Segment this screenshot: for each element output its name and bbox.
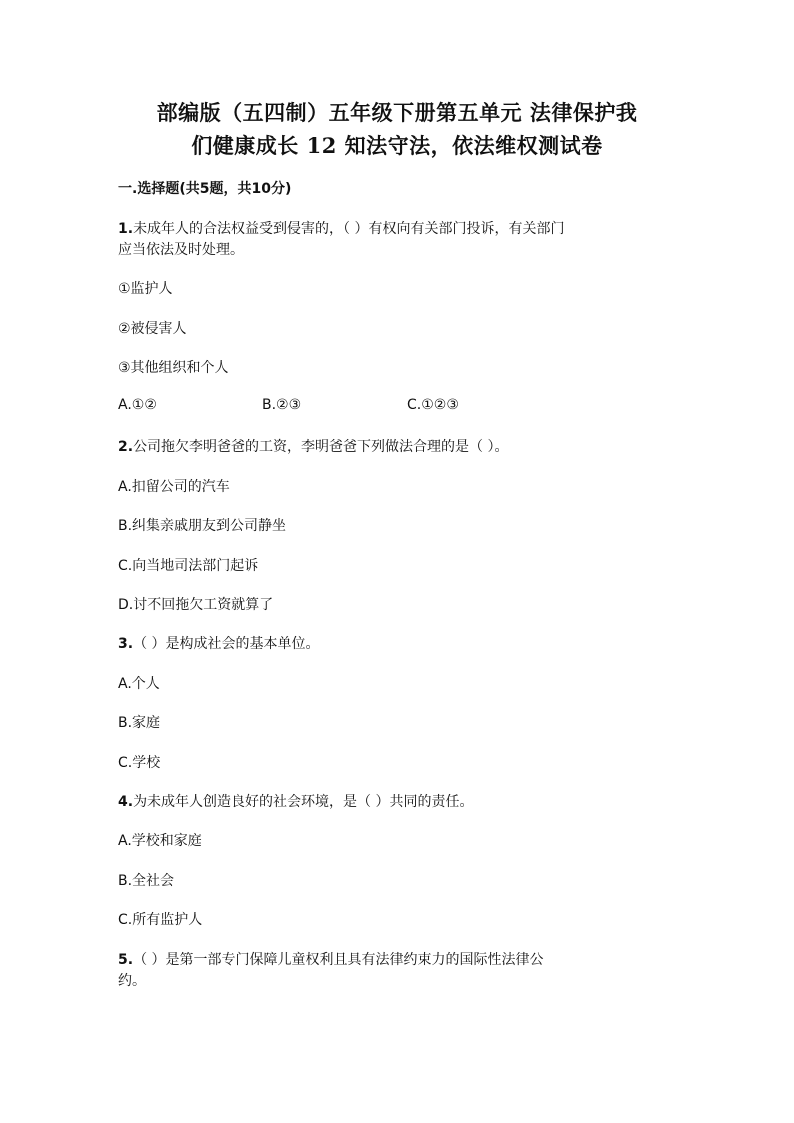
- q1-item-1: ①监护人: [118, 281, 173, 297]
- q1-item-3: ③其他组织和个人: [118, 360, 229, 376]
- question-number: 2.: [118, 439, 134, 455]
- question-text: 为未成年人创造良好的社会环境，是（ ）共同的责任。: [133, 794, 474, 810]
- q2-option-b: B.纠集亲戚朋友到公司静坐: [118, 518, 287, 534]
- q2-option-a: A.扣留公司的汽车: [118, 479, 230, 495]
- q1-option-b: B.②③: [262, 397, 302, 413]
- title-line-1: 部编版（五四制）五年级下册第五单元 法律保护我: [156, 100, 638, 125]
- question-text: （ ）是构成社会的基本单位。: [133, 636, 320, 652]
- section-heading: 一.选择题(共5题，共10分): [118, 181, 292, 197]
- question-text: 未成年人的合法权益受到侵害的，（ ）有权向有关部门投诉，有关部门: [133, 221, 565, 237]
- question-text: （ ）是第一部专门保障儿童权利且具有法律约束力的国际性法律公: [133, 952, 544, 968]
- question-number: 1.: [118, 221, 134, 237]
- q4-option-a: A.学校和家庭: [118, 833, 202, 849]
- q1-option-c: C.①②③: [407, 397, 459, 413]
- question-1: [118, 218, 565, 238]
- question-5-continued: 约。: [118, 973, 146, 989]
- question-3: [118, 633, 320, 653]
- q3-option-a: A.个人: [118, 676, 160, 692]
- q3-option-c: C.学校: [118, 755, 161, 771]
- q2-option-c: C.向当地司法部门起诉: [118, 558, 259, 574]
- question-4: [118, 791, 474, 811]
- question-2: [118, 436, 509, 456]
- question-1-continued: 应当依法及时处理。: [118, 242, 244, 258]
- question-5: [118, 949, 544, 969]
- q3-option-b: B.家庭: [118, 715, 161, 731]
- question-number: 4.: [118, 794, 134, 810]
- question-text: 公司拖欠李明爸爸的工资，李明爸爸下列做法合理的是（ ）。: [133, 439, 509, 455]
- question-number: 3.: [118, 636, 134, 652]
- q1-option-a: A.①②: [118, 397, 157, 413]
- q4-option-c: C.所有监护人: [118, 912, 203, 928]
- q1-item-2: ②被侵害人: [118, 321, 187, 337]
- title-line-2: 们健康成长 12 知法守法，依法维权测试卷: [191, 133, 603, 158]
- q2-option-d: D.讨不回拖欠工资就算了: [118, 597, 274, 613]
- q4-option-b: B.全社会: [118, 873, 175, 889]
- question-number: 5.: [118, 952, 134, 968]
